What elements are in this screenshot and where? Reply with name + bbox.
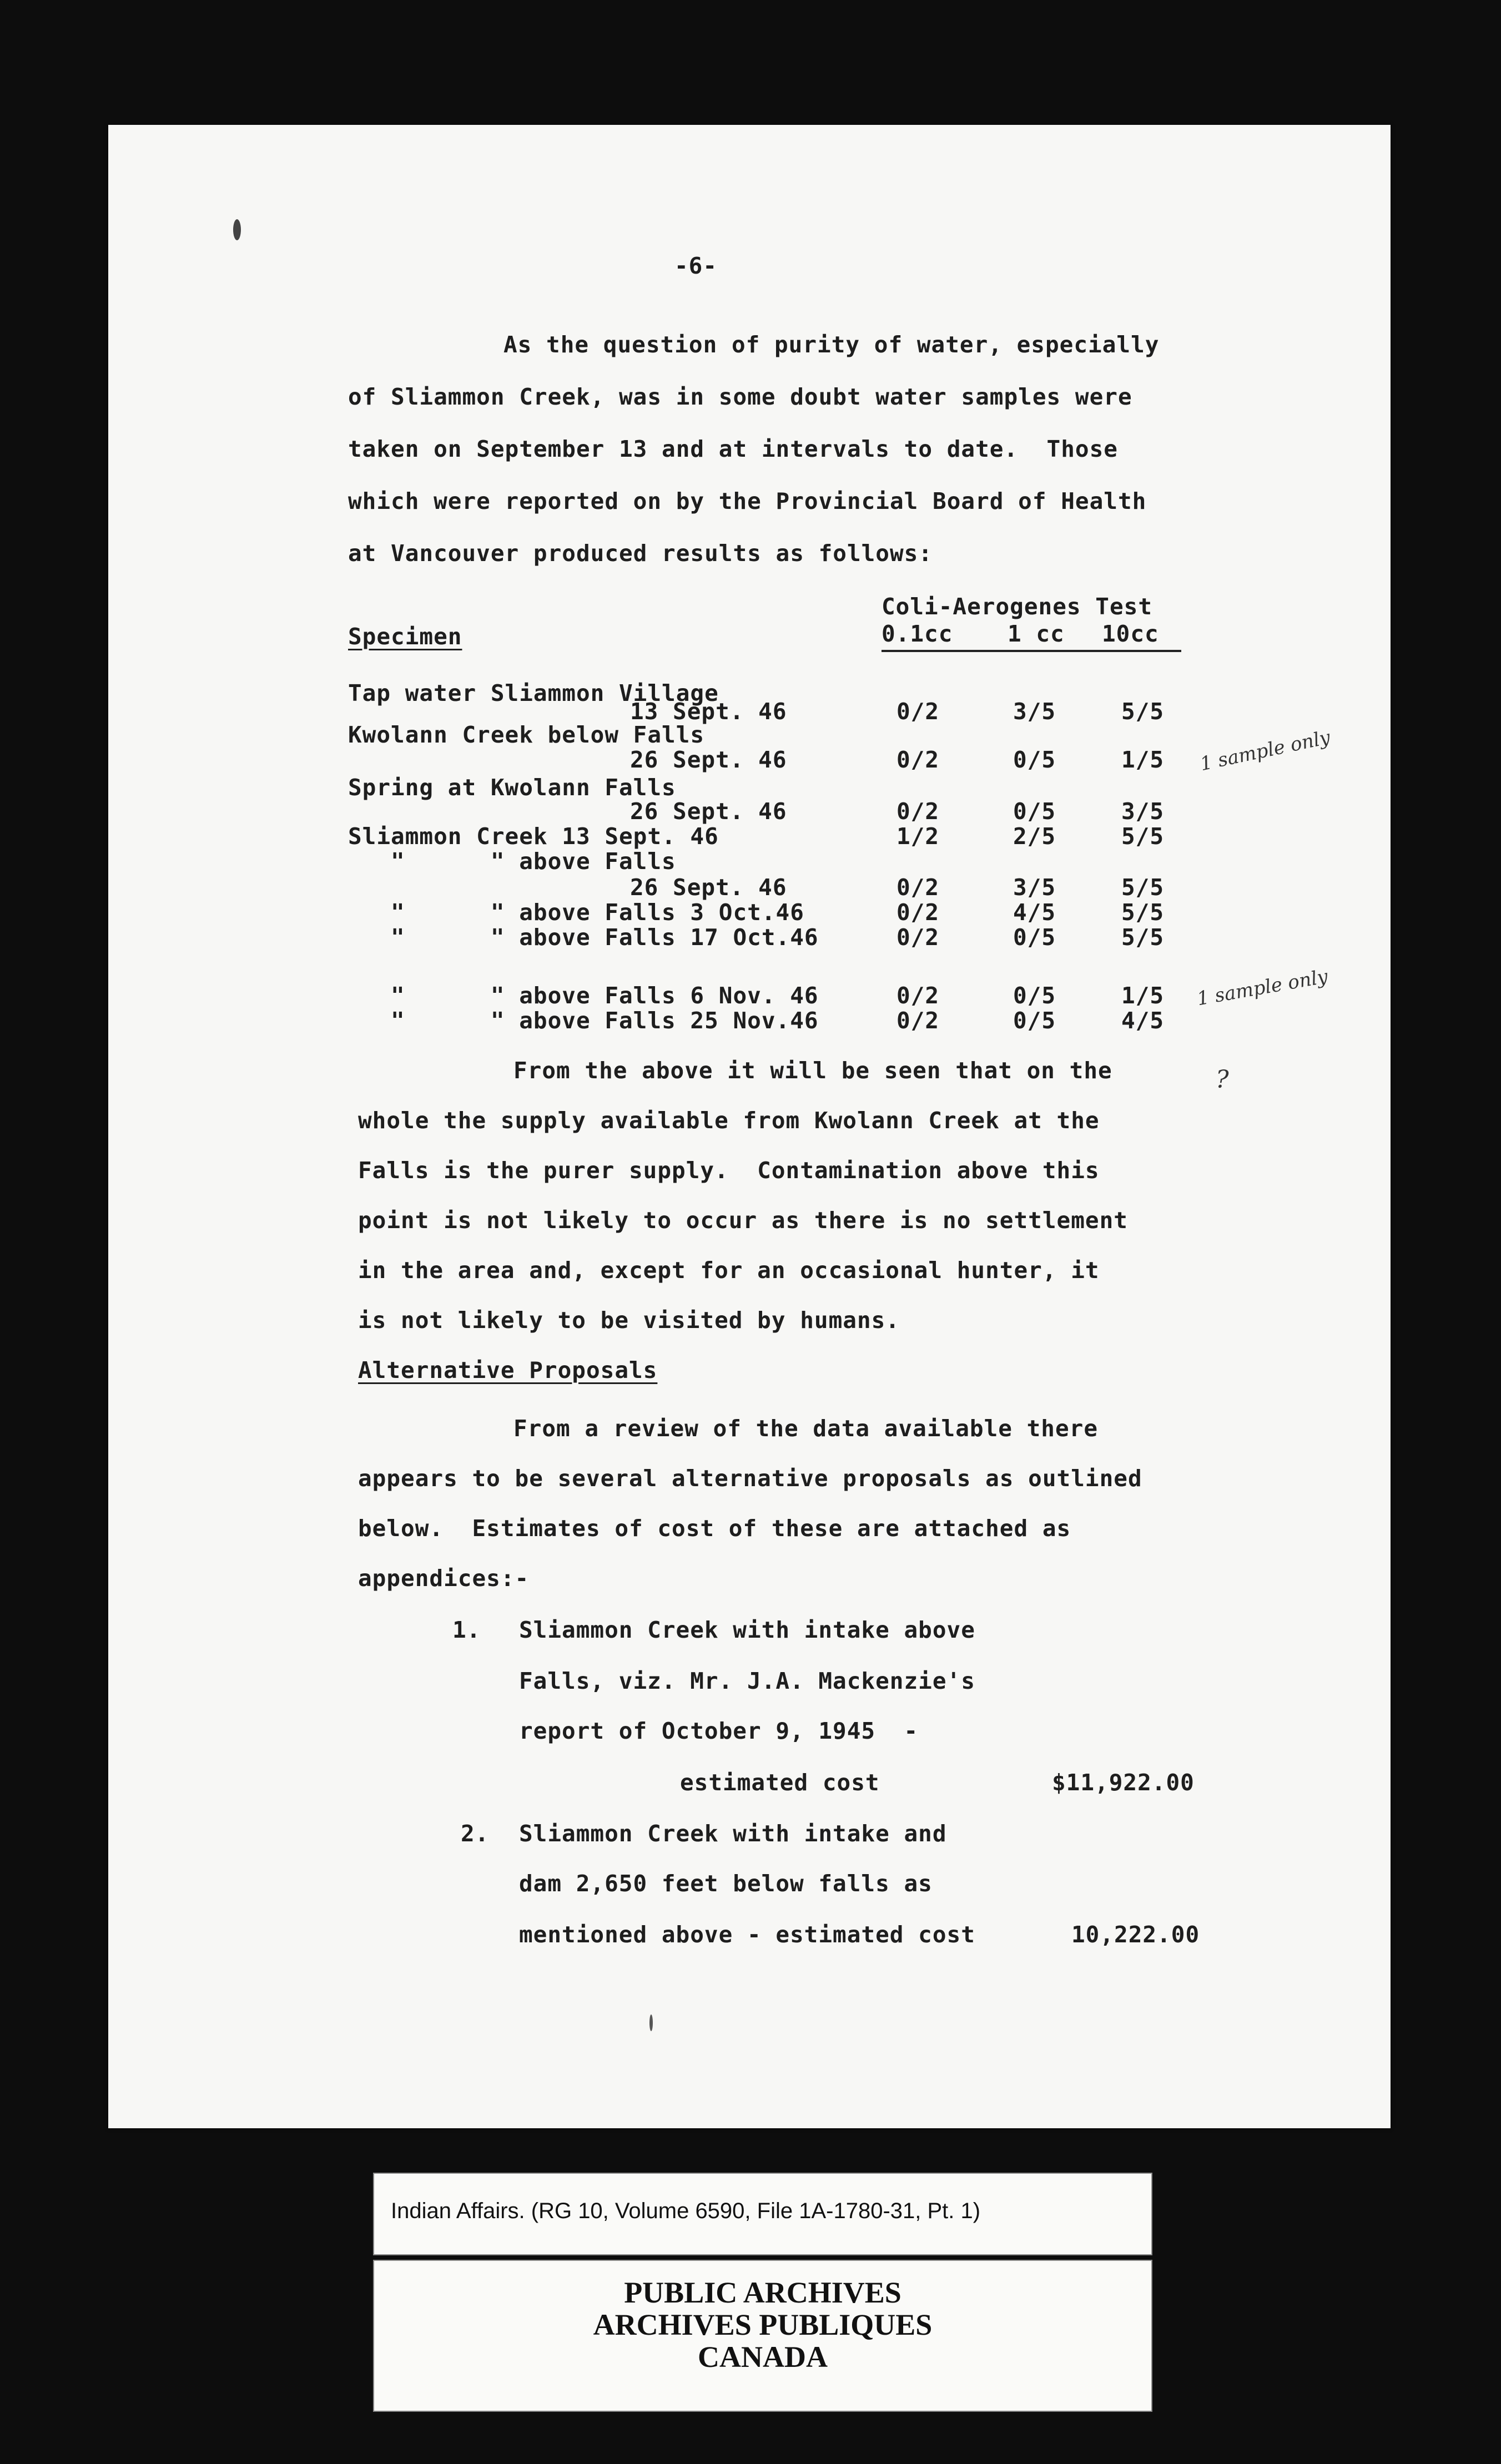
table-row-2-v3: 5/5 (1121, 698, 1165, 725)
proposal-1-line-1: Sliammon Creek with intake above (519, 1617, 975, 1643)
table-row-11-v1: 0/2 (896, 924, 940, 951)
archive-stamp-line-1: PUBLIC ARCHIVES (624, 2276, 901, 2309)
table-row-9-v2: 3/5 (1013, 874, 1056, 901)
intro-line-3: taken on September 13 and at intervals to date. Those (348, 436, 1118, 462)
table-row-9-v3: 5/5 (1121, 874, 1165, 901)
intro-line-2: of Sliammon Creek, was in some doubt water samples were (348, 383, 1132, 410)
proposal-2-line-3: mentioned above - estimated cost (519, 1921, 975, 1948)
conclusion-line-4: point is not likely to occur as there is no settlement (358, 1207, 1128, 1234)
table-row-4-v3: 1/5 (1121, 746, 1165, 773)
table-row-12-v3: 1/5 (1121, 982, 1165, 1009)
reference-label-text: Indian Affairs. (RG 10, Volume 6590, File 1A-1780-31, Pt. 1) (391, 2199, 981, 2223)
table-row-13-v2: 0/5 (1013, 1007, 1056, 1034)
proposal-intro-line-3: below. Estimates of cost of these are attached as (358, 1515, 1071, 1542)
table-row-10-v3: 5/5 (1121, 899, 1165, 926)
table-row-8-specimen: " " above Falls (348, 848, 676, 875)
proposal-2-cost: 10,222.00 (1071, 1921, 1200, 1948)
table-row-7-v1: 1/2 (896, 823, 940, 850)
intro-line-4: which were reported on by the Provincial Board of Health (348, 488, 1147, 514)
table-col-header-1: 0.1cc (882, 620, 953, 647)
section-heading: Alternative Proposals (358, 1357, 658, 1384)
conclusion-line-1: From the above it will be seen that on the (513, 1057, 1112, 1084)
archive-stamp-line-3: CANADA (698, 2340, 828, 2374)
table-row-6-v3: 3/5 (1121, 798, 1165, 825)
archive-stamp (373, 2260, 1152, 2412)
table-row-7-v2: 2/5 (1013, 823, 1056, 850)
table-row-5-specimen: Spring at Kwolann Falls (348, 774, 676, 801)
intro-line-1: As the question of purity of water, especially (503, 331, 1160, 358)
proposal-1-number: 1. (452, 1617, 481, 1643)
document-page (108, 125, 1391, 2128)
proposal-1-line-3: report of October 9, 1945 - (519, 1718, 919, 1744)
table-row-6-v1: 0/2 (896, 798, 940, 825)
table-row-13-v1: 0/2 (896, 1007, 940, 1034)
proposal-1-cost: $11,922.00 (1052, 1769, 1195, 1796)
paper-mark (233, 219, 241, 240)
conclusion-line-5: in the area and, except for an occasional hunter, it (358, 1257, 1100, 1284)
table-group-header: Coli-Aerogenes Test (882, 593, 1152, 620)
conclusion-line-2: whole the supply available from Kwolann Creek at the (358, 1107, 1100, 1134)
table-row-12-v1: 0/2 (896, 982, 940, 1009)
margin-note-question: ? (1216, 1066, 1229, 1094)
reference-label (373, 2173, 1152, 2255)
table-row-3-specimen: Kwolann Creek below Falls (348, 721, 705, 748)
proposal-1-line-2: Falls, viz. Mr. J.A. Mackenzie's (519, 1668, 975, 1694)
table-specimen-header: Specimen (348, 623, 462, 650)
table-row-12-specimen: " " above Falls 6 Nov. 46 (348, 982, 819, 1009)
table-row-6-v2: 0/5 (1013, 798, 1056, 825)
table-row-11-v3: 5/5 (1121, 924, 1165, 951)
conclusion-line-3: Falls is the purer supply. Contamination above this (358, 1157, 1100, 1184)
proposal-intro-line-4: appendices:- (358, 1565, 530, 1592)
table-row-12-v2: 0/5 (1013, 982, 1056, 1009)
table-row-10-v1: 0/2 (896, 899, 940, 926)
proposal-2-line-1: Sliammon Creek with intake and (519, 1820, 947, 1847)
paper-mark (649, 2014, 653, 2031)
proposal-intro-line-2: appears to be several alternative proposals as outlined (358, 1465, 1142, 1492)
archive-stamp-line-2: ARCHIVES PUBLIQUES (593, 2308, 933, 2341)
table-row-7-specimen: Sliammon Creek 13 Sept. 46 (348, 823, 719, 850)
table-row-6-date: 26 Sept. 46 (630, 798, 787, 825)
table-row-4-date: 26 Sept. 46 (630, 746, 787, 773)
table-row-2-v1: 0/2 (896, 698, 940, 725)
table-row-11-specimen: " " above Falls 17 Oct.46 (348, 924, 819, 951)
margin-note-2: 1 sample only (1195, 965, 1330, 1011)
intro-line-5: at Vancouver produced results as follows: (348, 540, 933, 567)
table-row-10-specimen: " " above Falls 3 Oct.46 (348, 899, 804, 926)
table-row-13-v3: 4/5 (1121, 1007, 1165, 1034)
table-row-13-specimen: " " above Falls 25 Nov.46 (348, 1007, 819, 1034)
table-row-9-date: 26 Sept. 46 (630, 874, 787, 901)
proposal-intro-line-1: From a review of the data available there (513, 1415, 1099, 1442)
table-row-2-v2: 3/5 (1013, 698, 1056, 725)
table-row-9-v1: 0/2 (896, 874, 940, 901)
table-row-10-v2: 4/5 (1013, 899, 1056, 926)
table-col-header-2: 1 cc (1008, 620, 1065, 647)
table-row-4-v2: 0/5 (1013, 746, 1056, 773)
table-row-2-date: 13 Sept. 46 (630, 698, 787, 725)
conclusion-line-6: is not likely to be visited by humans. (358, 1307, 900, 1334)
table-row-4-v1: 0/2 (896, 746, 940, 773)
table-row-7-v3: 5/5 (1121, 823, 1165, 850)
table-col-header-3: 10cc (1102, 620, 1159, 647)
margin-note-1: 1 sample only (1198, 726, 1332, 776)
proposal-2-line-2: dam 2,650 feet below falls as (519, 1870, 933, 1897)
table-row-1-specimen: Tap water Sliammon Village (348, 680, 719, 706)
table-row-11-v2: 0/5 (1013, 924, 1056, 951)
proposal-2-number: 2. (461, 1820, 490, 1847)
table-header-rule (882, 650, 1181, 652)
page-number: -6- (674, 253, 718, 279)
proposal-1-cost-label: estimated cost (680, 1769, 880, 1796)
